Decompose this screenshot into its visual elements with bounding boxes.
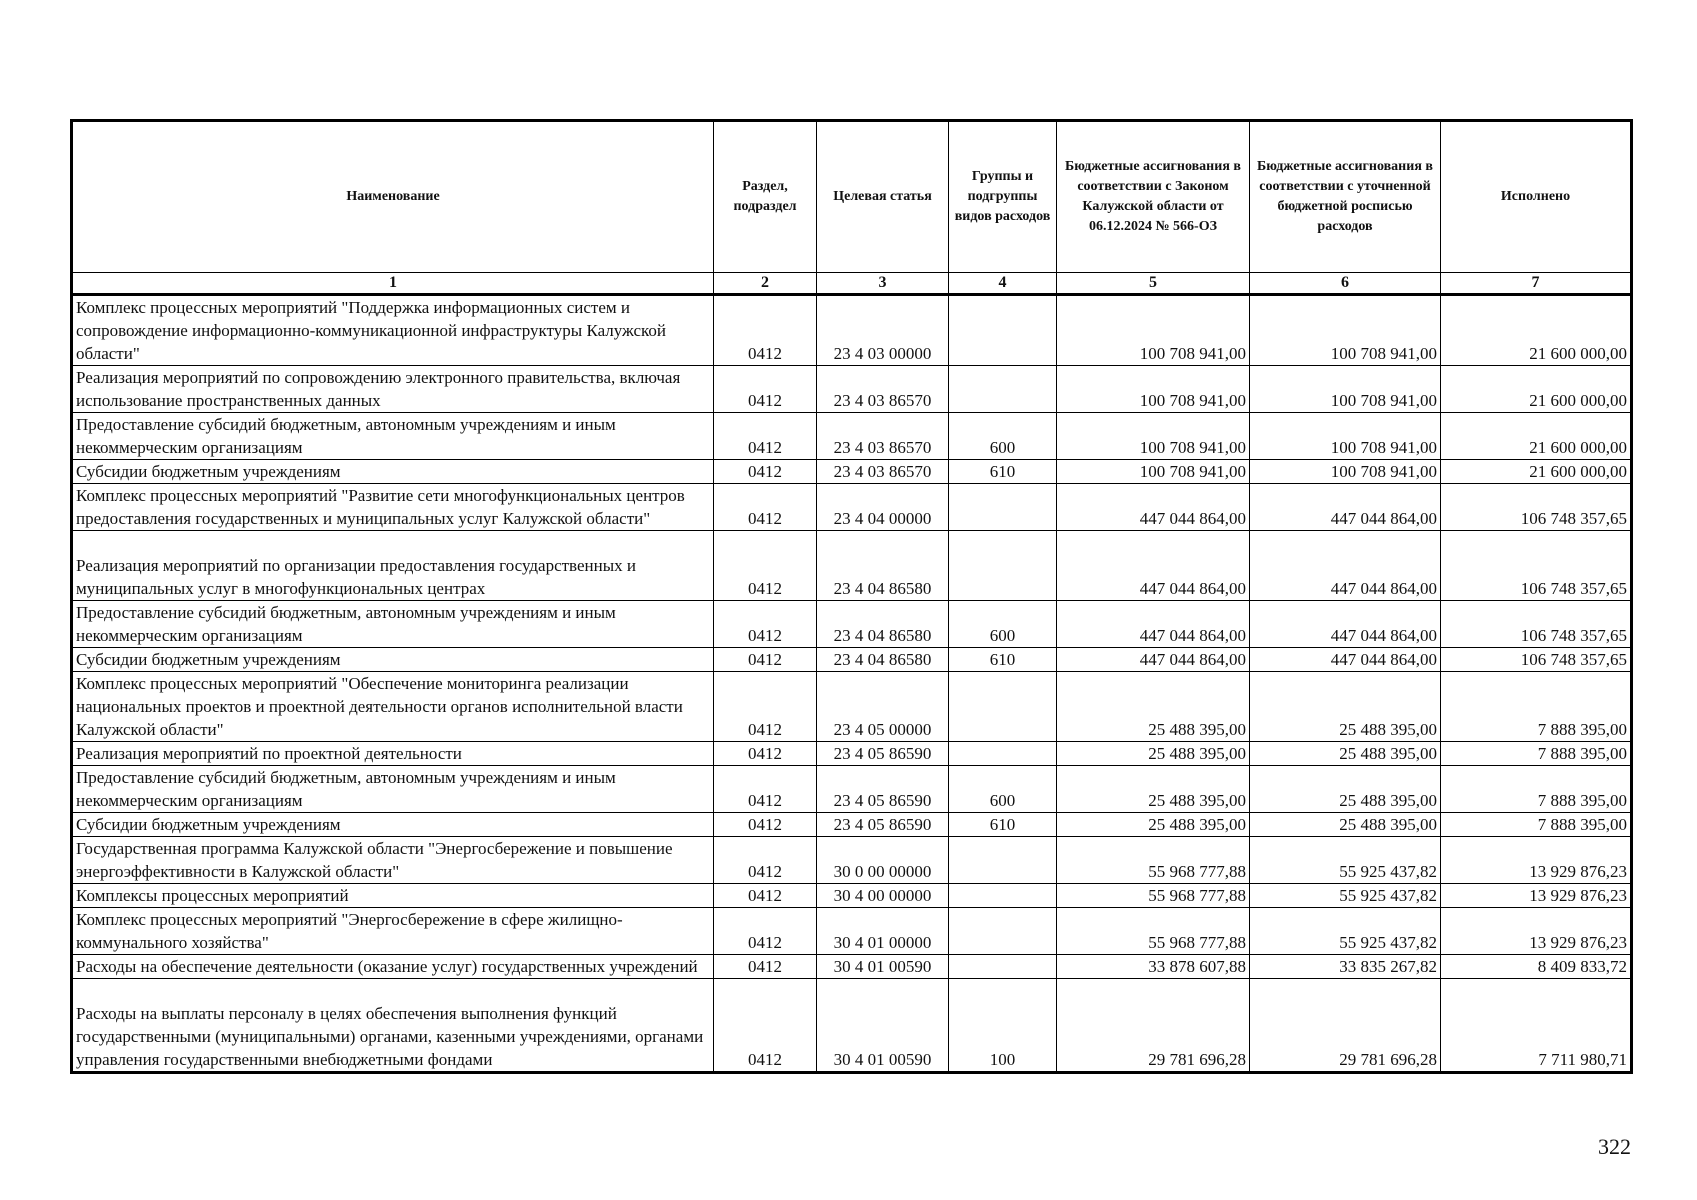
table-row	[72, 295, 1632, 366]
cell-section: 0412	[714, 884, 817, 908]
column-number: 1	[72, 273, 714, 295]
cell-group: 600	[949, 766, 1057, 813]
cell-article: 23 4 03 86570	[817, 460, 949, 484]
cell-group	[949, 742, 1057, 766]
table-row	[72, 413, 1632, 460]
cell-group	[949, 484, 1057, 531]
cell-budget-refined: 33 835 267,82	[1250, 955, 1441, 979]
cell-name: Расходы на выплаты персоналу в целях обеспечения выполнения функций государственными (муниципальными) органами, казенными учреждениями, органами управления государственными внебюджетными фондами	[72, 979, 714, 1073]
cell-budget-law: 447 044 864,00	[1057, 648, 1250, 672]
cell-article: 23 4 03 86570	[817, 366, 949, 413]
table-row	[72, 531, 1632, 601]
cell-article: 23 4 05 86590	[817, 742, 949, 766]
cell-budget-law: 447 044 864,00	[1057, 601, 1250, 648]
cell-budget-refined: 55 925 437,82	[1250, 908, 1441, 955]
cell-budget-law: 100 708 941,00	[1057, 413, 1250, 460]
cell-executed: 8 409 833,72	[1441, 955, 1632, 979]
cell-article: 30 4 01 00590	[817, 979, 949, 1073]
cell-executed: 7 711 980,71	[1441, 979, 1632, 1073]
table-row	[72, 813, 1632, 837]
table-row	[72, 484, 1632, 531]
cell-budget-refined: 100 708 941,00	[1250, 413, 1441, 460]
cell-article: 30 4 00 00000	[817, 884, 949, 908]
table-row	[72, 955, 1632, 979]
table-row	[72, 908, 1632, 955]
cell-group	[949, 837, 1057, 884]
cell-budget-law: 33 878 607,88	[1057, 955, 1250, 979]
cell-section: 0412	[714, 908, 817, 955]
cell-budget-refined: 100 708 941,00	[1250, 460, 1441, 484]
cell-budget-refined: 447 044 864,00	[1250, 531, 1441, 601]
cell-group	[949, 295, 1057, 366]
cell-executed: 21 600 000,00	[1441, 366, 1632, 413]
cell-name: Предоставление субсидий бюджетным, автономным учреждениям и иным некоммерческим организациям	[72, 766, 714, 813]
cell-executed: 21 600 000,00	[1441, 295, 1632, 366]
table-row	[72, 979, 1632, 1073]
cell-name: Комплекс процессных мероприятий "Обеспечение мониторинга реализации национальных проектов и проектной деятельности органов исполнительной власти Калужской области"	[72, 672, 714, 742]
cell-executed: 7 888 395,00	[1441, 813, 1632, 837]
cell-executed: 21 600 000,00	[1441, 413, 1632, 460]
header-name: Наименование	[72, 121, 714, 273]
cell-section: 0412	[714, 813, 817, 837]
cell-budget-law: 25 488 395,00	[1057, 766, 1250, 813]
cell-executed: 13 929 876,23	[1441, 908, 1632, 955]
cell-group	[949, 366, 1057, 413]
cell-article: 23 4 04 00000	[817, 484, 949, 531]
cell-section: 0412	[714, 460, 817, 484]
cell-name: Комплекс процессных мероприятий "Поддержка информационных систем и сопровождение информационно-коммуникационной инфраструктуры Калужской области"	[72, 295, 714, 366]
header-budget-refined: Бюджетные ассигнования в соответствии с уточненной бюджетной росписью расходов	[1250, 121, 1441, 273]
cell-executed: 7 888 395,00	[1441, 742, 1632, 766]
table-row	[72, 837, 1632, 884]
cell-article: 23 4 03 00000	[817, 295, 949, 366]
cell-section: 0412	[714, 366, 817, 413]
cell-budget-law: 25 488 395,00	[1057, 813, 1250, 837]
cell-section: 0412	[714, 295, 817, 366]
table-row	[72, 742, 1632, 766]
cell-section: 0412	[714, 766, 817, 813]
cell-section: 0412	[714, 742, 817, 766]
cell-name: Государственная программа Калужской области "Энергосбережение и повышение энергоэффективности в Калужской области"	[72, 837, 714, 884]
cell-name: Комплексы процессных мероприятий	[72, 884, 714, 908]
column-number: 3	[817, 273, 949, 295]
cell-name: Расходы на обеспечение деятельности (оказание услуг) государственных учреждений	[72, 955, 714, 979]
cell-name: Предоставление субсидий бюджетным, автономным учреждениям и иным некоммерческим организациям	[72, 601, 714, 648]
cell-name: Реализация мероприятий по организации предоставления государственных и муниципальных услуг в многофункциональных центрах	[72, 531, 714, 601]
table-row	[72, 460, 1632, 484]
cell-section: 0412	[714, 413, 817, 460]
cell-article: 23 4 04 86580	[817, 601, 949, 648]
cell-budget-law: 55 968 777,88	[1057, 908, 1250, 955]
cell-budget-refined: 25 488 395,00	[1250, 742, 1441, 766]
cell-article: 30 4 01 00000	[817, 908, 949, 955]
cell-budget-refined: 100 708 941,00	[1250, 295, 1441, 366]
cell-budget-law: 100 708 941,00	[1057, 366, 1250, 413]
table-row	[72, 366, 1632, 413]
cell-executed: 7 888 395,00	[1441, 672, 1632, 742]
header-article: Целевая статья	[817, 121, 949, 273]
cell-section: 0412	[714, 979, 817, 1073]
table-row	[72, 672, 1632, 742]
column-number-row	[72, 273, 1632, 295]
cell-executed: 106 748 357,65	[1441, 648, 1632, 672]
cell-name: Реализация мероприятий по проектной деятельности	[72, 742, 714, 766]
cell-section: 0412	[714, 531, 817, 601]
cell-budget-law: 29 781 696,28	[1057, 979, 1250, 1073]
cell-group: 600	[949, 413, 1057, 460]
cell-section: 0412	[714, 484, 817, 531]
cell-budget-refined: 447 044 864,00	[1250, 484, 1441, 531]
cell-executed: 106 748 357,65	[1441, 531, 1632, 601]
cell-executed: 13 929 876,23	[1441, 884, 1632, 908]
header-group: Группы и подгруппы видов расходов	[949, 121, 1057, 273]
cell-section: 0412	[714, 672, 817, 742]
cell-article: 23 4 05 86590	[817, 766, 949, 813]
cell-name: Субсидии бюджетным учреждениям	[72, 813, 714, 837]
cell-section: 0412	[714, 955, 817, 979]
column-number: 5	[1057, 273, 1250, 295]
cell-budget-law: 100 708 941,00	[1057, 460, 1250, 484]
cell-budget-refined: 55 925 437,82	[1250, 837, 1441, 884]
cell-budget-refined: 447 044 864,00	[1250, 648, 1441, 672]
cell-group: 610	[949, 648, 1057, 672]
cell-budget-refined: 25 488 395,00	[1250, 813, 1441, 837]
header-executed: Исполнено	[1441, 121, 1632, 273]
cell-budget-law: 447 044 864,00	[1057, 484, 1250, 531]
cell-article: 23 4 05 00000	[817, 672, 949, 742]
cell-article: 30 4 01 00590	[817, 955, 949, 979]
cell-group: 600	[949, 601, 1057, 648]
cell-executed: 21 600 000,00	[1441, 460, 1632, 484]
column-number: 2	[714, 273, 817, 295]
cell-budget-law: 55 968 777,88	[1057, 837, 1250, 884]
cell-executed: 13 929 876,23	[1441, 837, 1632, 884]
cell-group: 100	[949, 979, 1057, 1073]
cell-budget-law: 100 708 941,00	[1057, 295, 1250, 366]
cell-name: Комплекс процессных мероприятий "Энергосбережение в сфере жилищно-коммунального хозяйства"	[72, 908, 714, 955]
cell-executed: 106 748 357,65	[1441, 601, 1632, 648]
cell-article: 23 4 05 86590	[817, 813, 949, 837]
header-row	[72, 121, 1632, 273]
cell-name: Субсидии бюджетным учреждениям	[72, 648, 714, 672]
table-row	[72, 884, 1632, 908]
cell-budget-refined: 25 488 395,00	[1250, 672, 1441, 742]
cell-group	[949, 908, 1057, 955]
cell-budget-law: 25 488 395,00	[1057, 742, 1250, 766]
cell-executed: 106 748 357,65	[1441, 484, 1632, 531]
cell-name: Комплекс процессных мероприятий "Развитие сети многофункциональных центров предоставления государственных и муниципальных услуг Калужской области"	[72, 484, 714, 531]
cell-budget-law: 447 044 864,00	[1057, 531, 1250, 601]
cell-budget-law: 25 488 395,00	[1057, 672, 1250, 742]
cell-budget-law: 55 968 777,88	[1057, 884, 1250, 908]
cell-article: 23 4 04 86580	[817, 531, 949, 601]
cell-group	[949, 955, 1057, 979]
page-number: 322	[1598, 1134, 1631, 1159]
cell-budget-refined: 29 781 696,28	[1250, 979, 1441, 1073]
table-row	[72, 601, 1632, 648]
table-row	[72, 766, 1632, 813]
cell-section: 0412	[714, 837, 817, 884]
cell-article: 23 4 03 86570	[817, 413, 949, 460]
cell-article: 23 4 04 86580	[817, 648, 949, 672]
cell-group: 610	[949, 813, 1057, 837]
cell-name: Предоставление субсидий бюджетным, автономным учреждениям и иным некоммерческим организациям	[72, 413, 714, 460]
column-number: 4	[949, 273, 1057, 295]
cell-budget-refined: 447 044 864,00	[1250, 601, 1441, 648]
cell-name: Субсидии бюджетным учреждениям	[72, 460, 714, 484]
header-budget-law: Бюджетные ассигнования в соответствии с Законом Калужской области от 06.12.2024 № 566-ОЗ	[1057, 121, 1250, 273]
cell-section: 0412	[714, 601, 817, 648]
cell-name: Реализация мероприятий по сопровождению электронного правительства, включая использование пространственных данных	[72, 366, 714, 413]
header-section: Раздел, подраздел	[714, 121, 817, 273]
cell-group	[949, 672, 1057, 742]
table-body	[72, 295, 1632, 1073]
cell-budget-refined: 25 488 395,00	[1250, 766, 1441, 813]
cell-article: 30 0 00 00000	[817, 837, 949, 884]
cell-budget-refined: 55 925 437,82	[1250, 884, 1441, 908]
table-row	[72, 648, 1632, 672]
cell-executed: 7 888 395,00	[1441, 766, 1632, 813]
cell-group: 610	[949, 460, 1057, 484]
column-number: 7	[1441, 273, 1632, 295]
budget-table	[70, 119, 1633, 1074]
cell-budget-refined: 100 708 941,00	[1250, 366, 1441, 413]
column-number: 6	[1250, 273, 1441, 295]
cell-group	[949, 531, 1057, 601]
cell-section: 0412	[714, 648, 817, 672]
cell-group	[949, 884, 1057, 908]
